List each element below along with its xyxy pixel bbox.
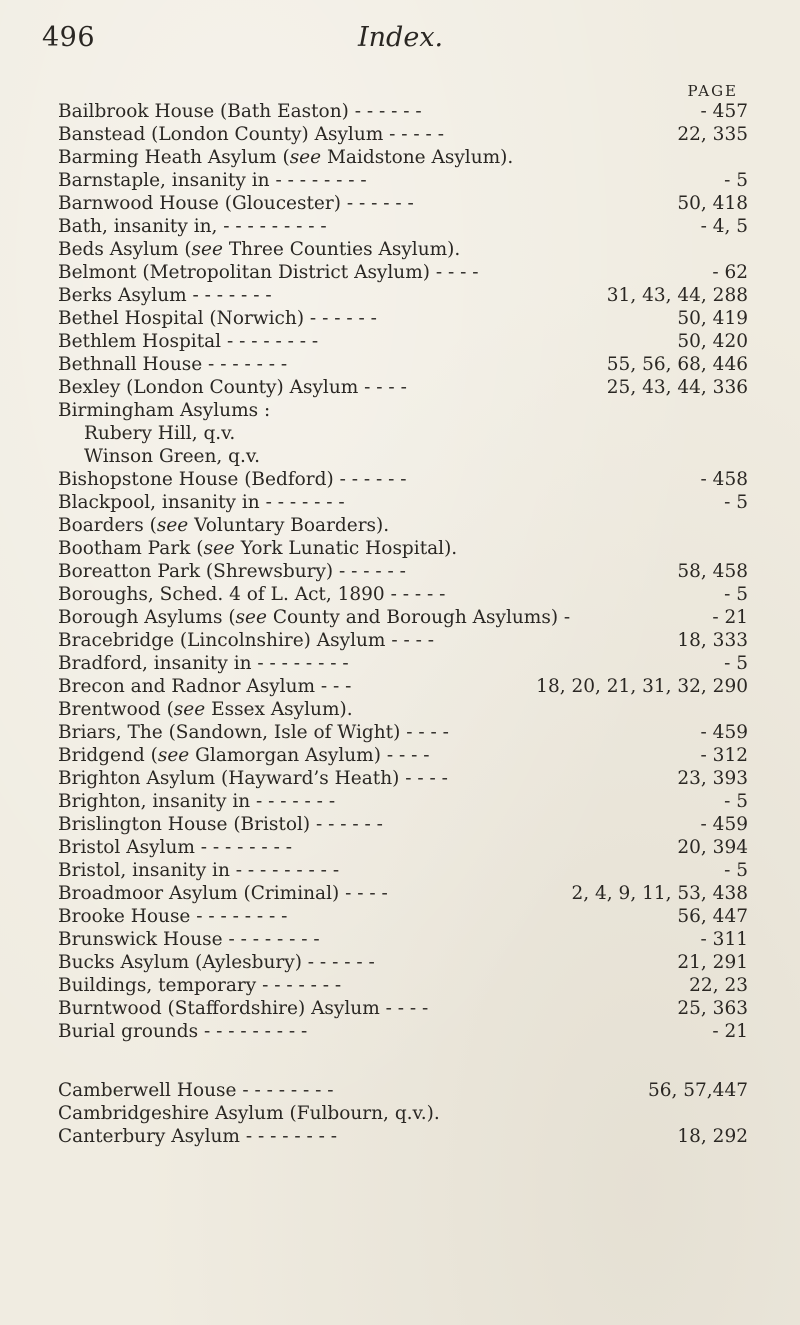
entry-page-refs: 2, 4, 9, 11, 53, 438 — [571, 883, 748, 904]
entry-label: Bradford, insanity in - - - - - - - - — [58, 653, 349, 674]
entry-page-refs: 22, 23 — [689, 975, 748, 996]
entry-label: Brunswick House - - - - - - - - — [58, 929, 320, 950]
entry-page-refs: 18, 292 — [677, 1126, 748, 1147]
entry-label: Brislington House (Bristol) - - - - - - — [58, 814, 383, 835]
index-entries — [58, 100, 748, 1148]
entry-label: Borough Asylums (see County and Borough Asylums) - — [58, 607, 571, 628]
entry-label: Barnwood House (Gloucester) - - - - - - — [58, 193, 414, 214]
entry-page-refs: - 62 — [712, 262, 748, 283]
index-entry — [58, 997, 748, 1020]
page-number: 496 — [42, 22, 96, 53]
index-entry — [58, 583, 748, 606]
entry-page-refs: 21, 291 — [677, 952, 748, 973]
entry-label: Belmont (Metropolitan District Asylum) - - - - — [58, 262, 479, 283]
entry-label: Bootham Park (see York Lunatic Hospital). — [58, 538, 458, 559]
index-entry — [58, 238, 748, 261]
entry-page-refs: 18, 20, 21, 31, 32, 290 — [536, 676, 748, 697]
entry-page-refs: - 458 — [700, 469, 748, 490]
index-entry — [58, 261, 748, 284]
entry-label: Bethel Hospital (Norwich) - - - - - - — [58, 308, 377, 329]
index-entry — [58, 905, 748, 928]
entry-page-refs: 55, 56, 68, 446 — [606, 354, 748, 375]
entry-label: Buildings, temporary - - - - - - - — [58, 975, 342, 996]
index-entry — [58, 813, 748, 836]
entry-label: Burntwood (Staffordshire) Asylum - - - - — [58, 998, 429, 1019]
entry-page-refs: - 311 — [700, 929, 748, 950]
entry-label: Bethlem Hospital - - - - - - - - — [58, 331, 319, 352]
entry-page-refs: - 5 — [724, 791, 748, 812]
entry-page-refs: 50, 419 — [677, 308, 748, 329]
entry-page-refs: - 21 — [712, 1021, 748, 1042]
page-column-label: PAGE — [687, 82, 738, 100]
index-entry — [58, 698, 748, 721]
index-entry — [58, 1020, 748, 1043]
index-entry — [58, 560, 748, 583]
index-entry — [58, 767, 748, 790]
index-entry — [58, 1079, 748, 1102]
index-entry — [58, 307, 748, 330]
entry-label: Birmingham Asylums : — [58, 400, 271, 421]
index-entry — [58, 491, 748, 514]
running-head: Index. — [358, 22, 444, 53]
entry-label: Blackpool, insanity in - - - - - - - — [58, 492, 345, 513]
index-entry — [58, 123, 748, 146]
index-entry — [58, 399, 748, 422]
entry-label: Brentwood (see Essex Asylum). — [58, 699, 353, 720]
index-entry — [58, 468, 748, 491]
index-entry — [58, 859, 748, 882]
index-entry — [58, 353, 748, 376]
entry-label: Bridgend (see Glamorgan Asylum) - - - - — [58, 745, 430, 766]
entry-label: Boarders (see Voluntary Boarders). — [58, 515, 390, 536]
entry-label: Barming Heath Asylum (see Maidstone Asylum). — [58, 147, 514, 168]
entry-label: Barnstaple, insanity in - - - - - - - - — [58, 170, 367, 191]
entry-page-refs: - 5 — [724, 584, 748, 605]
index-entry — [58, 652, 748, 675]
index-entry — [58, 790, 748, 813]
entry-label: Brighton, insanity in - - - - - - - — [58, 791, 336, 812]
entry-page-refs: 50, 420 — [677, 331, 748, 352]
index-entry — [58, 951, 748, 974]
entry-page-refs: - 5 — [724, 170, 748, 191]
index-subentry — [58, 445, 748, 468]
index-entry — [58, 974, 748, 997]
index-entry — [58, 721, 748, 744]
entry-page-refs: 20, 394 — [677, 837, 748, 858]
index-entry — [58, 1102, 748, 1125]
index-entry — [58, 376, 748, 399]
index-entry — [58, 882, 748, 905]
entry-label: Canterbury Asylum - - - - - - - - — [58, 1126, 337, 1147]
entry-page-refs: 56, 57,447 — [647, 1080, 748, 1101]
entry-label: Bailbrook House (Bath Easton) - - - - - - — [58, 101, 422, 122]
index-entry — [58, 169, 748, 192]
entry-label: Bethnall House - - - - - - - — [58, 354, 288, 375]
index-entry — [58, 284, 748, 307]
entry-label: Winson Green, q.v. — [84, 446, 261, 467]
index-entry — [58, 514, 748, 537]
entry-label: Bath, insanity in, - - - - - - - - - — [58, 216, 327, 237]
index-entry — [58, 675, 748, 698]
entry-page-refs: - 5 — [724, 492, 748, 513]
index-entry — [58, 537, 748, 560]
entry-page-refs: - 459 — [700, 814, 748, 835]
entry-label: Camberwell House - - - - - - - - — [58, 1080, 334, 1101]
entry-page-refs: - 457 — [700, 101, 748, 122]
entry-label: Broadmoor Asylum (Criminal) - - - - — [58, 883, 388, 904]
entry-label: Berks Asylum - - - - - - - — [58, 285, 272, 306]
entry-page-refs: 56, 447 — [677, 906, 748, 927]
entry-label: Brighton Asylum (Hayward’s Heath) - - - - — [58, 768, 448, 789]
entry-label: Brecon and Radnor Asylum - - - — [58, 676, 352, 697]
entry-label: Bexley (London County) Asylum - - - - — [58, 377, 407, 398]
section-gap — [58, 1043, 748, 1079]
entry-page-refs: - 459 — [700, 722, 748, 743]
entry-label: Boreatton Park (Shrewsbury) - - - - - - — [58, 561, 406, 582]
entry-label: Boroughs, Sched. 4 of L. Act, 1890 - - - - - — [58, 584, 446, 605]
entry-label: Bristol Asylum - - - - - - - - — [58, 837, 292, 858]
entry-page-refs: - 21 — [712, 607, 748, 628]
index-entry — [58, 100, 748, 123]
entry-page-refs: - 4, 5 — [700, 216, 748, 237]
index-entry — [58, 606, 748, 629]
entry-label: Bracebridge (Lincolnshire) Asylum - - - - — [58, 630, 434, 651]
entry-page-refs: 50, 418 — [677, 193, 748, 214]
index-entry — [58, 215, 748, 238]
entry-label: Cambridgeshire Asylum (Fulbourn, q.v.). — [58, 1103, 440, 1124]
entry-page-refs: - 5 — [724, 653, 748, 674]
index-entry — [58, 192, 748, 215]
entry-page-refs: - 5 — [724, 860, 748, 881]
entry-label: Brooke House - - - - - - - - — [58, 906, 288, 927]
entry-label: Rubery Hill, q.v. — [84, 423, 236, 444]
entry-label: Beds Asylum (see Three Counties Asylum). — [58, 239, 461, 260]
index-entry — [58, 629, 748, 652]
entry-label: Briars, The (Sandown, Isle of Wight) - - - - — [58, 722, 449, 743]
index-entry — [58, 928, 748, 951]
entry-page-refs: 25, 43, 44, 336 — [606, 377, 748, 398]
index-entry — [58, 330, 748, 353]
entry-page-refs: 23, 393 — [677, 768, 748, 789]
entry-page-refs: 22, 335 — [677, 124, 748, 145]
index-subentry — [58, 422, 748, 445]
entry-label: Banstead (London County) Asylum - - - - - — [58, 124, 444, 145]
entry-page-refs: 18, 333 — [677, 630, 748, 651]
index-entry — [58, 744, 748, 767]
index-entry — [58, 146, 748, 169]
entry-page-refs: - 312 — [700, 745, 748, 766]
entry-page-refs: 58, 458 — [677, 561, 748, 582]
entry-page-refs: 25, 363 — [677, 998, 748, 1019]
entry-label: Bucks Asylum (Aylesbury) - - - - - - — [58, 952, 375, 973]
entry-label: Bristol, insanity in - - - - - - - - - — [58, 860, 340, 881]
entry-page-refs: 31, 43, 44, 288 — [606, 285, 748, 306]
entry-label: Bishopstone House (Bedford) - - - - - - — [58, 469, 407, 490]
entry-label: Burial grounds - - - - - - - - - — [58, 1021, 308, 1042]
index-entry — [58, 836, 748, 859]
index-entry — [58, 1125, 748, 1148]
